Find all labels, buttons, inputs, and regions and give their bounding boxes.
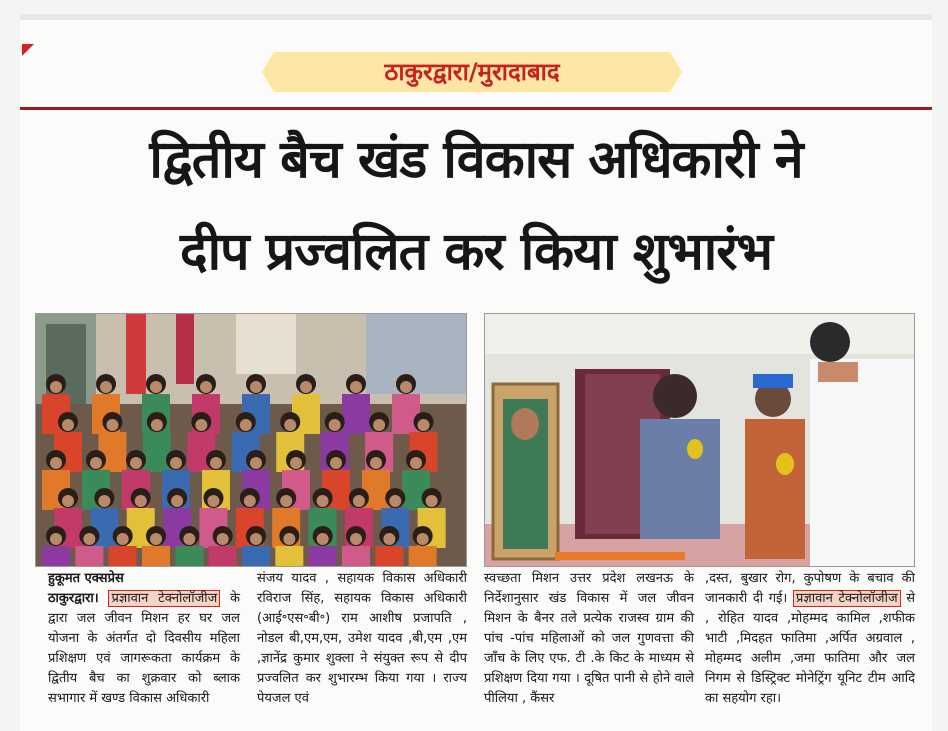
header-rule: [20, 107, 932, 110]
article-column-2: [257, 569, 467, 709]
sponsor-highlight-2: प्रज्ञावान टेक्नोलॉजीज: [793, 590, 901, 607]
headline-line1: द्वितीय बैच खंड विकास अधिकारी ने: [149, 130, 803, 190]
dateline-place: ठाकुरद्वारा।: [48, 591, 99, 606]
article-column-3: [484, 569, 694, 709]
headline-line2: दीप प्रज्वलित कर किया शुभारंभ: [179, 222, 773, 282]
photo-lamp-lighting: [484, 313, 915, 567]
audience-photo-graphic: [36, 314, 466, 566]
column-3-text: स्वच्छता मिशन उत्तर प्रदेश लखनऊ के निर्देशानुसार खंड विकास में जल जीवन मिशन के बैनर तले प्रत्येक राजस्व ग्राम की पांच -पांच महिलाओं को जल गुणवत्ता की जाँच के लिए एफ. टी .के किट के माध्यम से प्रशिक्षण दिया गया । दूषित पानी से होने वाले पीलिया , कैंसर: [484, 571, 694, 706]
section-label: ठाकुरद्वारा/मुरादाबाद: [384, 58, 560, 86]
lamp-photo-graphic: [485, 314, 914, 566]
corner-mark: [22, 44, 34, 56]
column-1-text: के द्वारा जल जीवन मिशन हर घर जल योजना के अंतर्गत दो दिवसीय महिला प्रशिक्षण एवं जागरूकता कार्यक्रम के द्वितीय बैच का शुक्रवार को ब्लाक सभागार में खण्ड विकास अधिकारी: [48, 591, 241, 706]
photo-audience: [35, 313, 467, 567]
column-4-text-pre: ,दस्त, बुखार रोग, कुपोषण के बचाव की जानकारी दी गई।: [705, 571, 915, 606]
column-2-text: संजय यादव , सहायक विकास अधिकारी रविराज सिंह, सहायक विकास अधिकारी (आई॰एस॰बी॰) राम आशीष प्रजापति , नोडल बी,एम,एम, उमेश यादव ,बी,एम ,एम ,ज्ञानेंद्र कुमार शुक्ला ने संयुक्त रूप से दीप प्रज्वलित कर शुभारम्भ किया गया । राज्य पेयजल एवं: [257, 571, 467, 706]
sponsor-highlight: प्रज्ञावान टेक्नोलॉजीज: [108, 590, 220, 607]
byline: हुकूमत एक्सप्रेस: [48, 571, 124, 586]
article-column-1: [48, 569, 240, 709]
section-ribbon: [262, 50, 682, 94]
article-column-4: [705, 569, 915, 709]
column-4-text-post: से , रोहित यादव ,मोहम्मद कामिल ,शफीक भाटी ,मिदहत फातिमा ,अर्पित अग्रवाल , मोहम्मद अलीम ,जमा फातिमा और जल निगम से डिस्ट्रिक्ट मोनेट्रिंग यूनिट टीम आदि का सहयोग रहा।: [705, 591, 915, 706]
